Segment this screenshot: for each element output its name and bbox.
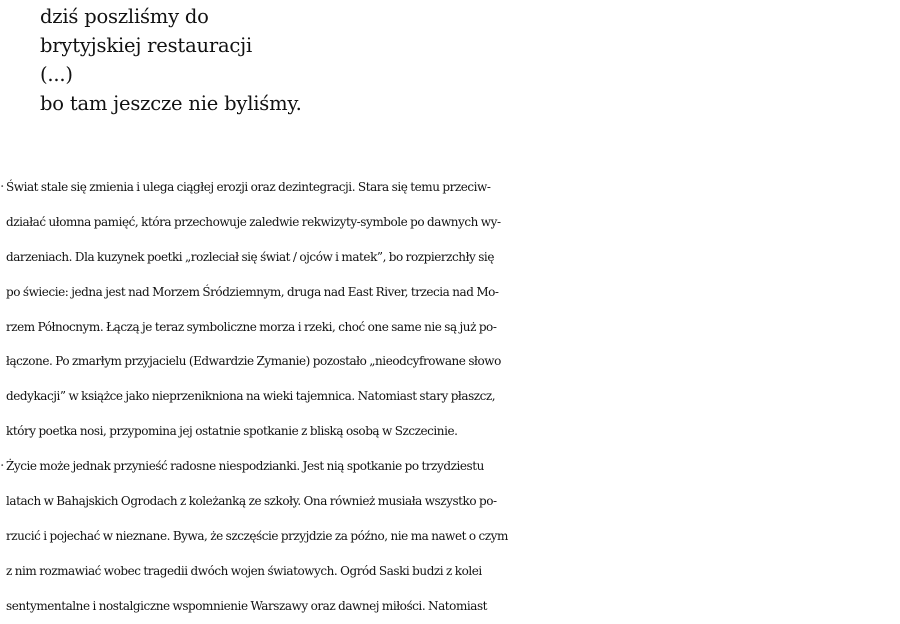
quote-line: (...) xyxy=(40,63,73,86)
paragraph-1-line xyxy=(0,275,900,310)
paragraph-2-text: rzucić i pojechać w nieznane. Bywa, że szczęście przyjdzie za późno, nie ma nawet o czym xyxy=(6,528,508,543)
paragraph-2-text: z nim rozmawiać wobec tragedii dwóch wojen światowych. Ogród Saski budzi z kolei xyxy=(6,563,482,578)
paragraph-1-line xyxy=(0,344,900,379)
quote-line: brytyjskiej restauracji xyxy=(40,34,253,57)
paragraph-1-text: darzeniach. Dla kuzynek poetki „rozleciał się świat / ojców i matek”, bo rozpierzchły się xyxy=(6,249,494,264)
paragraph-1-text: łączone. Po zmarłym przyjacielu (Edwardzie Zymanie) pozostało „nieodcyfrowane słowo xyxy=(6,354,501,369)
paragraph-1-line xyxy=(0,379,900,414)
paragraph-1-text: dedykacji” w książce jako nieprzenikniona na wieki tajemnica. Natomiast stary płaszcz, xyxy=(6,389,496,404)
paragraph-1-text: Świat stale się zmienia i ulega ciągłej erozji oraz dezintegracji. Stara się temu przeciw- xyxy=(6,180,491,194)
paragraph-1-line xyxy=(0,240,900,275)
paragraph-2-line xyxy=(0,449,900,484)
paragraph-2-text: sentymentalne i nostalgiczne wspomnienie Warszawy oraz dawnej miłości. Natomiast xyxy=(6,598,488,613)
bullet-marker: · xyxy=(0,179,5,195)
paragraph-1-text: który poetka nosi, przypomina jej ostatnie spotkanie z bliską osobą w Szczecinie. xyxy=(6,424,458,439)
bullet-marker: · xyxy=(0,458,5,475)
poem-quote xyxy=(40,2,440,118)
paragraph-1-line xyxy=(0,414,900,449)
paragraph-1-text: rzem Północnym. Łączą je teraz symboliczne morza i rzeki, choć one same nie są już po- xyxy=(6,319,497,334)
paragraph-1-text: po świecie: jedna jest nad Morzem Śródziemnym, druga nad East River, trzecia nad Mo- xyxy=(6,284,499,299)
paragraph-2-line xyxy=(0,484,900,519)
paragraph-1-line xyxy=(0,205,900,240)
paragraph-1-line xyxy=(0,310,900,345)
paragraph-2-text: latach w Bahajskich Ogrodach z koleżanką ze szkoły. Ona również musiała wszystko po- xyxy=(6,494,497,509)
quote-line: bo tam jeszcze nie byliśmy. xyxy=(40,92,302,115)
paragraph-1-text: działać ułomna pamięć, która przechowuje zaledwie rekwizyty-symbole po dawnych wy- xyxy=(6,214,501,229)
paragraph-2-text: Życie może jednak przynieść radosne niespodzianki. Jest nią spotkanie po trzydziestu xyxy=(6,459,484,474)
body-text xyxy=(0,170,900,624)
paragraph-2-line xyxy=(0,589,900,624)
paragraph-2-line xyxy=(0,519,900,554)
paragraph-1-line xyxy=(0,170,900,205)
paragraph-2-line xyxy=(0,554,900,589)
quote-line: dziś poszliśmy do xyxy=(40,5,209,28)
